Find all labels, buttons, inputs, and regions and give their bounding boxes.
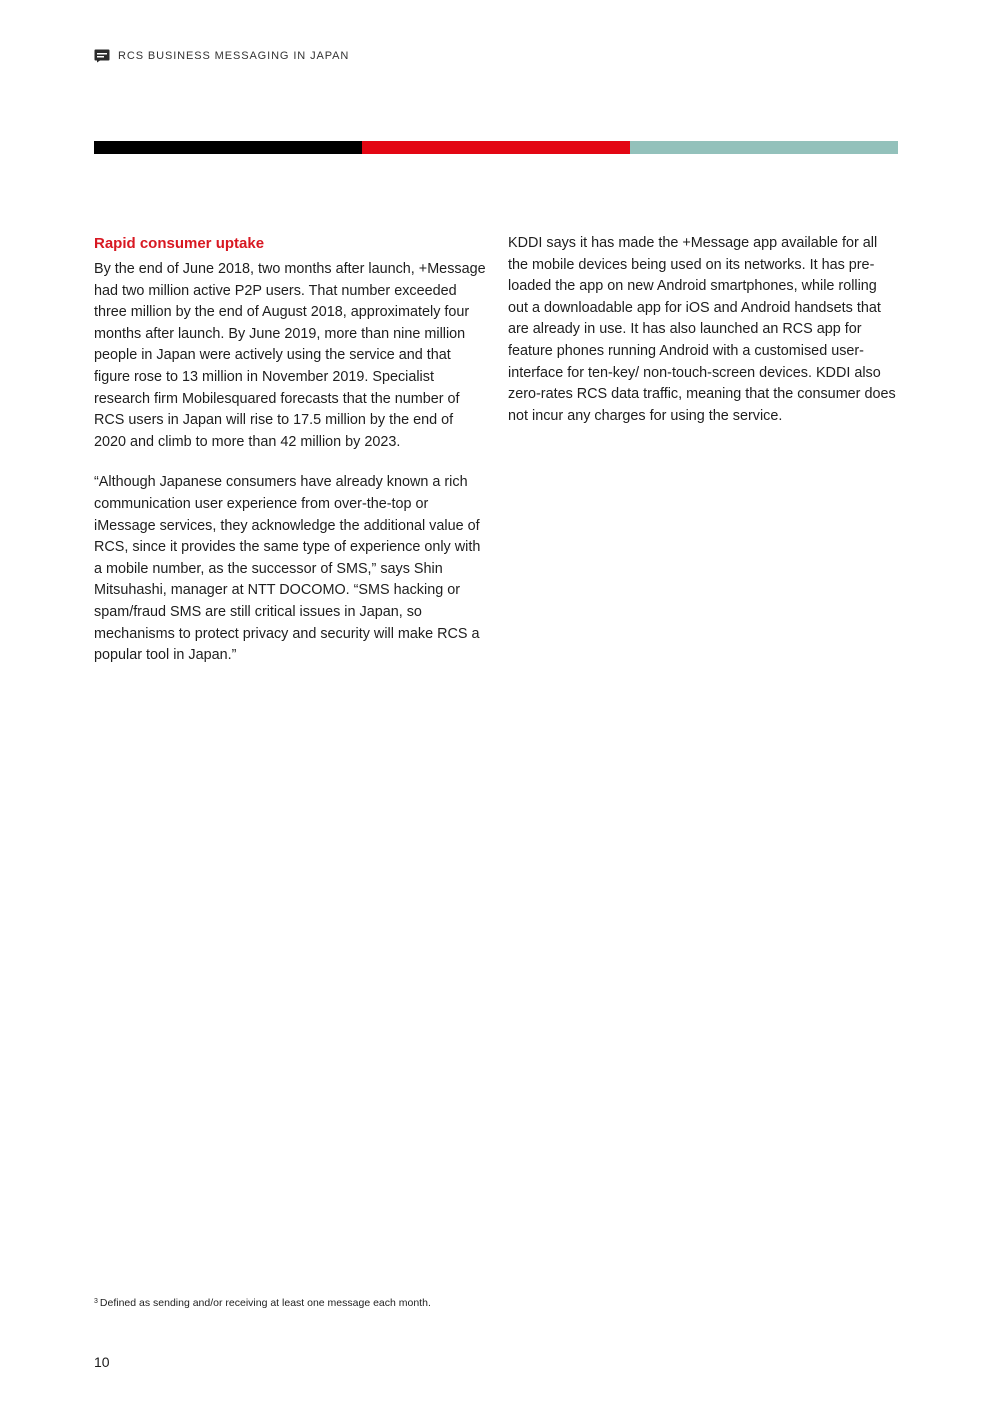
left-column: [94, 233, 486, 686]
quote-paragraph: “Although Japanese consumers have already known a rich communication user experience from over-the-top or iMessage services, they acknowledge the additional value of RCS, since it provides the same type of experience only with a mobile number, as the successor of SMS,” says Shin Mitsuhashi, manager at NTT DOCOMO. “SMS hacking or spam/fraud SMS are still critical issues in Japan, so mechanisms to protect privacy and security will make RCS a popular tool in Japan.”: [94, 474, 481, 664]
stripe-teal: [630, 141, 898, 154]
footnote-marker: 3: [94, 1298, 98, 1305]
rcs-chat-icon: [94, 49, 110, 63]
running-header: [94, 49, 349, 63]
body-paragraph: By the end of June 2018, two months after launch, +Message had two million active P2P users. That number exceeded three million by the end of August 2018, approximately four months after launch. By June 2019, more than nine million people in Japan were actively using the service and that figure rose to 13 million in November 2019. Specialist research firm Mobilesquared forecasts that the number of RCS users in Japan will rise to 17.5 million by the end of 2020 and climb to more than 42 million by 2023.: [94, 261, 486, 450]
footnote: [94, 1297, 431, 1309]
page-number: 10: [94, 1354, 110, 1370]
body-paragraph: KDDI says it has made the +Message app available for all the mobile devices being used on its networks. It has pre-loaded the app on new Android smartphones, while rolling out a downloadable app for iOS and Android handsets that are already in use. It has also launched an RCS app for feature phones running Android with a customised user-interface for ten-key/ non-touch-screen devices. KDDI also zero-rates RCS data traffic, meaning that the consumer does not incur any charges for using the service.: [508, 235, 896, 424]
stripe-red: [362, 141, 630, 154]
stripe-black: [94, 141, 362, 154]
color-stripe: [94, 141, 898, 154]
right-column: [508, 233, 900, 446]
header-title: RCS BUSINESS MESSAGING IN JAPAN: [118, 50, 350, 62]
footnote-text: Defined as sending and/or receiving at least one message each month.: [99, 1297, 431, 1309]
section-heading: Rapid consumer uptake: [94, 235, 265, 252]
